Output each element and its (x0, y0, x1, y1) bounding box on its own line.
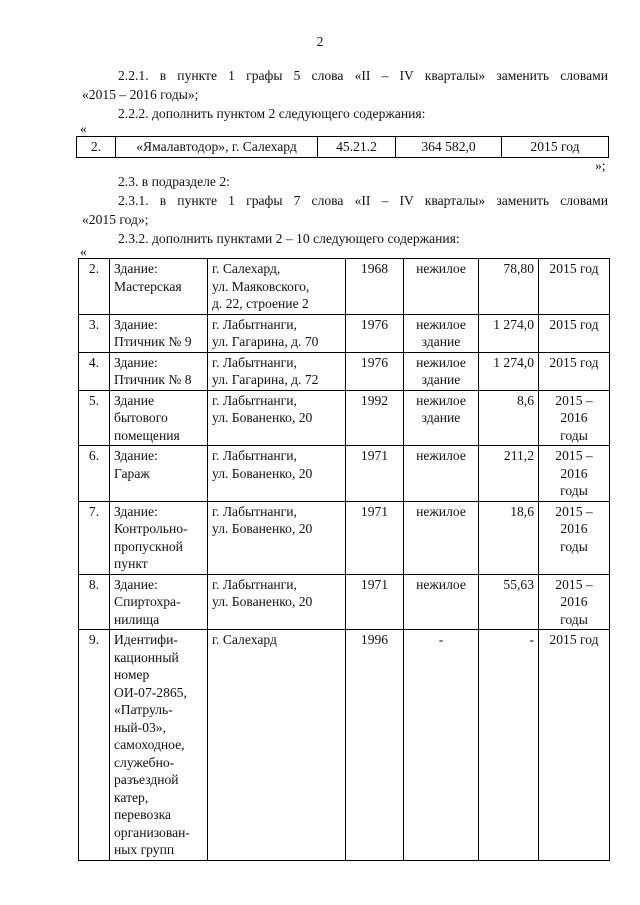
cell-term-line: годы (560, 611, 588, 627)
cell-address-line: ул. Бованенко, 20 (212, 594, 313, 609)
paragraph-2-3-1-line2: «2015 год»; (82, 212, 149, 227)
quote-open-2: « (80, 244, 87, 259)
cell-term-line: 2015 – (555, 503, 593, 519)
cell-area: 1 274,0 (479, 314, 539, 352)
cell-address-line: д. 22, строение 2 (212, 296, 309, 311)
cell-term-line: 2015 – (555, 448, 593, 463)
cell-name-line: Гараж (114, 465, 150, 481)
cell-type-line: здание (421, 372, 461, 387)
table-row (79, 390, 610, 446)
cell-term (539, 314, 610, 352)
paragraph-2-3-1-line1: 2.3.1. в пункте 1 графы 7 слова «II – IV кварталы» заменить словами (118, 193, 608, 208)
cell-area: 8,6 (479, 390, 539, 446)
cell-number: 6. (79, 446, 110, 502)
cell-term-line: 2016 (560, 465, 588, 481)
table-1-cell-sum: 364 582,0 (396, 137, 502, 158)
cell-term-line: 2015 год (549, 316, 599, 332)
cell-address-line: г. Салехард, (212, 261, 281, 276)
cell-type-line: нежилое (416, 503, 466, 519)
table-row (79, 259, 610, 315)
cell-number: 3. (79, 314, 110, 352)
cell-term-line: 2015 год (549, 354, 599, 370)
cell-name-line: Здание: (114, 576, 158, 592)
cell-type (404, 390, 479, 446)
cell-address-line: ул. Бованенко, 20 (212, 521, 313, 536)
cell-address (208, 352, 346, 390)
cell-year: 1976 (346, 352, 404, 390)
cell-address-line: ул. Бованенко, 20 (212, 410, 313, 425)
cell-term-line: годы (560, 483, 588, 498)
cell-address (208, 259, 346, 315)
cell-term (539, 574, 610, 630)
cell-year: 1971 (346, 574, 404, 630)
cell-name (110, 352, 208, 390)
cell-name-line: катер, (114, 789, 149, 805)
table-row (79, 446, 610, 502)
cell-name-line: самоходное, (114, 737, 185, 752)
cell-address-line: ул. Гагарина, д. 70 (212, 334, 319, 349)
cell-address-line: г. Лабытнанги, (212, 354, 297, 370)
cell-area: 211,2 (479, 446, 539, 502)
cell-number: 5. (79, 390, 110, 446)
cell-name-line: пункт (114, 556, 148, 571)
cell-address-line: г. Лабытнанги, (212, 576, 297, 592)
cell-type-line: нежилое (416, 261, 466, 276)
cell-address-line: г. Салехард (212, 632, 277, 647)
cell-name (110, 446, 208, 502)
cell-number: 9. (79, 630, 110, 861)
cell-name-line: ных групп (114, 842, 175, 857)
cell-name (110, 501, 208, 574)
cell-name-line: нилища (114, 611, 160, 627)
cell-term-line: 2015 – (555, 576, 593, 592)
cell-area: 55,63 (479, 574, 539, 630)
table-1 (76, 136, 609, 158)
cell-term (539, 259, 610, 315)
cell-type-line: здание (421, 334, 461, 349)
table-row (79, 314, 610, 352)
cell-type (404, 259, 479, 315)
paragraph-2-2-2: 2.2.2. дополнить пунктом 2 следующего содержания: (118, 106, 426, 121)
cell-term-line: 2015 – (555, 392, 593, 408)
cell-type (404, 574, 479, 630)
cell-name-line: Спиртохра- (114, 594, 181, 609)
cell-term (539, 501, 610, 574)
cell-name-line: Здание (114, 392, 155, 408)
cell-term (539, 352, 610, 390)
cell-name (110, 314, 208, 352)
table-row (79, 574, 610, 630)
table-1-cell-org: «Ямалавтодор», г. Салехард (116, 137, 318, 158)
quote-close-1: »; (595, 158, 606, 173)
cell-name-line: бытового (114, 410, 168, 425)
page-number: 2 (316, 34, 324, 49)
cell-address (208, 446, 346, 502)
cell-year: 1971 (346, 501, 404, 574)
cell-name-line: Птичник № 9 (114, 334, 192, 349)
paragraph-2-3: 2.3. в подразделе 2: (118, 174, 230, 189)
cell-name-line: Контрольно- (114, 521, 188, 536)
cell-type-line: нежилое (416, 392, 466, 408)
cell-name-line: Здание: (114, 261, 158, 276)
cell-name-line: Здание: (114, 503, 158, 519)
cell-term-line: годы (560, 427, 588, 443)
cell-address-line: ул. Бованенко, 20 (212, 465, 313, 481)
cell-name-line: Здание: (114, 316, 158, 332)
cell-area: - (479, 630, 539, 861)
cell-name-line: разъездной (114, 772, 179, 787)
table-1-cell-code: 45.21.2 (318, 137, 396, 158)
cell-type-line: нежилое (416, 354, 466, 370)
cell-name-line: Здание: (114, 354, 158, 370)
paragraph-2-2-1-line1: 2.2.1. в пункте 1 графы 5 слова «II – IV кварталы» заменить словами (118, 68, 608, 83)
cell-name-line: Здание: (114, 448, 158, 463)
cell-type-line: - (438, 632, 444, 647)
cell-address (208, 390, 346, 446)
cell-type (404, 314, 479, 352)
cell-name-line: Идентифи- (114, 632, 178, 647)
quote-open-1: « (80, 121, 87, 136)
cell-name-line: организован- (114, 824, 190, 840)
cell-term-line: 2016 (560, 521, 588, 536)
cell-number: 8. (79, 574, 110, 630)
cell-name-line: служебно- (114, 754, 175, 770)
table-row (79, 630, 610, 861)
cell-term (539, 630, 610, 861)
cell-name-line: пропускной (114, 538, 183, 554)
cell-address (208, 630, 346, 861)
cell-type (404, 630, 479, 861)
cell-area: 78,80 (479, 259, 539, 315)
cell-address-line: ул. Маяковского, (212, 278, 310, 294)
cell-term (539, 446, 610, 502)
cell-name-line: кационный (114, 649, 179, 665)
cell-year: 1968 (346, 259, 404, 315)
cell-type (404, 352, 479, 390)
cell-number: 4. (79, 352, 110, 390)
cell-name-line: Мастерская (114, 278, 182, 294)
cell-address-line: г. Лабытнанги, (212, 503, 297, 519)
cell-number: 7. (79, 501, 110, 574)
cell-name-line: номер (114, 667, 150, 682)
cell-name (110, 630, 208, 861)
cell-term-line: 2016 (560, 410, 588, 425)
cell-name (110, 259, 208, 315)
cell-address-line: г. Лабытнанги, (212, 316, 297, 332)
cell-name (110, 574, 208, 630)
cell-type-line: нежилое (416, 576, 466, 592)
paragraph-2-3-2: 2.3.2. дополнить пунктами 2 – 10 следующего содержания: (118, 231, 460, 246)
cell-term-line: 2015 год (549, 261, 599, 276)
table-1-row (77, 137, 609, 158)
cell-year: 1976 (346, 314, 404, 352)
table-1-cell-num: 2. (77, 137, 116, 158)
cell-type-line: здание (421, 410, 461, 425)
cell-area: 1 274,0 (479, 352, 539, 390)
cell-name-line: помещения (114, 427, 180, 443)
cell-name-line: Птичник № 8 (114, 372, 192, 387)
cell-year: 1992 (346, 390, 404, 446)
cell-name-line: ОИ-07-2865, (114, 684, 187, 700)
table-2 (78, 258, 610, 861)
cell-type-line: нежилое (416, 448, 466, 463)
cell-address-line: ул. Гагарина, д. 72 (212, 372, 319, 387)
cell-address-line: г. Лабытнанги, (212, 448, 297, 463)
cell-number: 2. (79, 259, 110, 315)
cell-address (208, 501, 346, 574)
cell-type (404, 501, 479, 574)
cell-term-line: 2016 (560, 594, 588, 609)
cell-area: 18,6 (479, 501, 539, 574)
cell-name (110, 390, 208, 446)
cell-term-line: годы (560, 538, 588, 554)
cell-type-line: нежилое (416, 316, 466, 332)
cell-name-line: перевозка (114, 807, 172, 822)
cell-type (404, 446, 479, 502)
paragraph-2-2-1-line2: «2015 – 2016 годы»; (82, 87, 199, 102)
cell-year: 1971 (346, 446, 404, 502)
cell-address (208, 574, 346, 630)
table-1-cell-term: 2015 год (502, 137, 609, 158)
table-row (79, 501, 610, 574)
cell-name-line: ный-03», (114, 719, 166, 735)
cell-address (208, 314, 346, 352)
cell-address-line: г. Лабытнанги, (212, 392, 297, 408)
cell-name-line: «Патруль- (114, 702, 173, 717)
cell-year: 1996 (346, 630, 404, 861)
table-row (79, 352, 610, 390)
cell-term (539, 390, 610, 446)
cell-term-line: 2015 год (549, 632, 599, 647)
